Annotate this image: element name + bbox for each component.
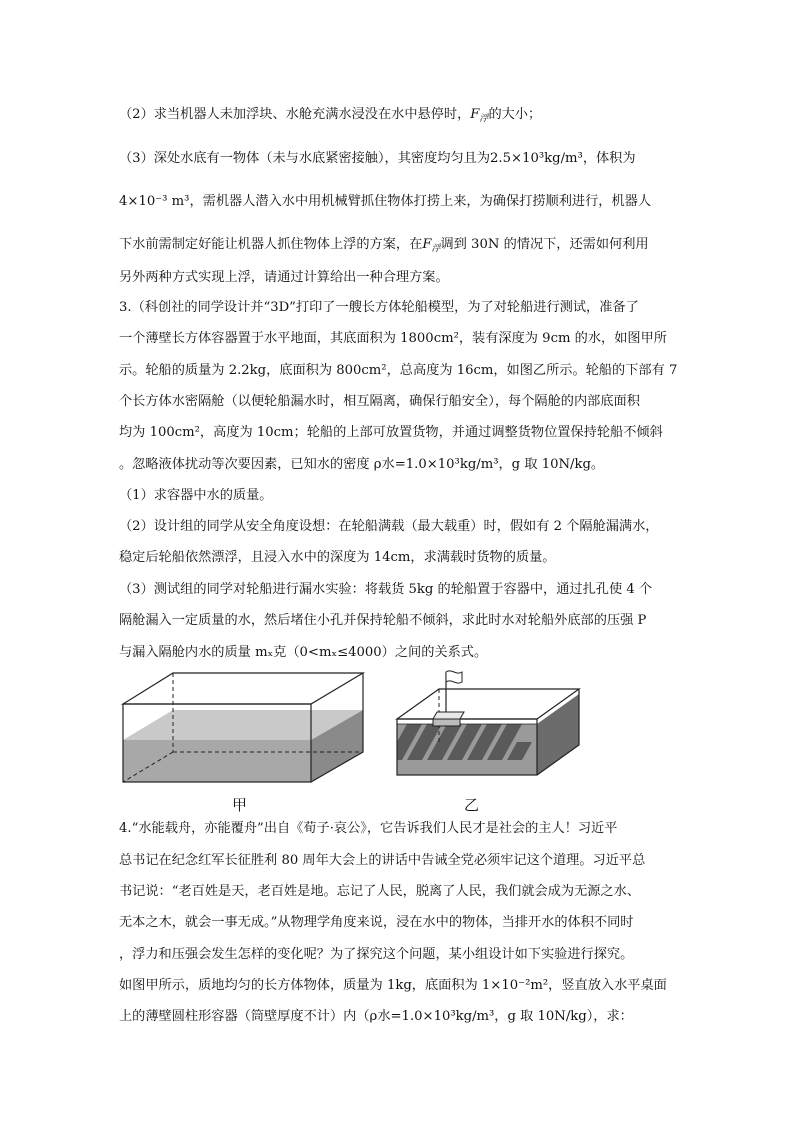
text-line: （3）测试组的同学对轮船进行漏水实验：将载货 5kg 的轮船置于容器中，通过扎孔使 4 个 — [119, 582, 653, 597]
F-float-symbol: $F_浮$ — [422, 237, 441, 254]
text-line: 均为 100cm²，高度为 10cm；轮船的上部可放置货物，并通过调整货物位置保持轮船不倾斜 — [119, 425, 663, 440]
compartment-pattern — [397, 724, 532, 760]
figure-yi-ship — [392, 664, 592, 784]
text-line: 总书记在纪念红军长征胜利 80 周年大会上的讲话中告诫全党必须牢记这个道理。习近平总 — [119, 853, 646, 868]
text-line: 与漏入隔舱内水的质量 mₓ克（0<mₓ≤4000）之间的关系式。 — [119, 645, 488, 660]
text-line: 示。轮船的质量为 2.2kg，底面积为 800cm²，总高度为 16cm，如图乙所示。轮船的下部有 7 — [119, 363, 678, 378]
flag-icon — [446, 671, 462, 712]
text-line: 个长方体水密隔舱（以便轮船漏水时，相互隔离，确保行船安全），每个隔舱的内部底面积 — [119, 394, 640, 409]
text-line: 上的薄壁圆柱形容器（筒壁厚度不计）内（ρ水=1.0×10³kg/m³，g 取 10N/kg），求： — [119, 1009, 633, 1024]
text-line: 一个薄壁长方体容器置于水平地面，其底面积为 1800cm²，装有深度为 9cm 的水，如图甲所 — [119, 331, 667, 346]
ship-side — [537, 694, 579, 775]
text-line: （1）求容器中水的质量。 — [119, 488, 273, 503]
text-line: 下水前需制定好能让机器人抓住物体上浮的方案，在$F_浮$调到 30N 的情况下，还需如何利用 — [119, 237, 649, 254]
text-line: （3）深处水底有一物体（未与水底紧密接触），其密度均匀且为2.5×10³kg/m³，体积为 — [119, 151, 636, 166]
text-line: 另外两种方式实现上浮，请通过计算给出一种合理方案。 — [119, 270, 449, 285]
text-line: 4.“水能载舟，亦能覆舟”出自《荀子·哀公》，它告诉我们人民才是社会的主人！习近平 — [119, 821, 618, 836]
figure-label-jia: 甲 — [232, 796, 248, 814]
text-line: 书记说：“老百姓是天，老百姓是地。忘记了人民，脱离了人民，我们就会成为无源之水、 — [119, 884, 641, 899]
water-front-face — [123, 740, 311, 782]
text-line: 4×10⁻³ m³，需机器人潜入水中用机械臂抓住物体打捞上来，为确保打捞顺利进行，机器人 — [119, 194, 652, 209]
figure-jia-container — [118, 668, 368, 786]
text-line: 隔舱漏入一定质量的水，然后堵住小孔并保持轮船不倾斜，求此时水对轮船外底部的压强 P — [119, 613, 647, 628]
text-line: 3.（科创社的同学设计并“3D”打印了一艘长方体轮船模型，为了对轮船进行测试，准备了 — [119, 300, 639, 315]
figure-label-yi: 乙 — [464, 796, 480, 814]
cargo-box — [433, 712, 464, 726]
text-line: 稳定后轮船依然漂浮，且浸入水中的深度为 14cm，求满载时货物的质量。 — [119, 550, 556, 565]
text-line: （2）求当机器人未加浮块、水舱充满水浸没在水中悬停时，$F_浮$的大小； — [119, 107, 542, 124]
text-line: ，浮力和压强会发生怎样的变化呢？为了探究这个问题，某小组设计如下实验进行探究。 — [119, 947, 634, 962]
F-float-symbol: $F_浮$ — [470, 107, 489, 124]
text-line: 。忽略液体扰动等次要因素，已知水的密度 ρ水=1.0×10³kg/m³，g 取 10N/kg。 — [119, 457, 605, 472]
text-line: （2）设计组的同学从安全角度设想：在轮船满载（最大载重）时，假如有 2 个隔舱漏满水， — [119, 519, 659, 534]
text-line: 如图甲所示，质地均匀的长方体物体，质量为 1kg，底面积为 1×10⁻²m²，竖直放入水平桌面 — [119, 978, 667, 993]
text-line: 无本之木，就会一事无成。”从物理学角度来说，浸在水中的物体，当排开水的体积不同时 — [119, 915, 634, 930]
